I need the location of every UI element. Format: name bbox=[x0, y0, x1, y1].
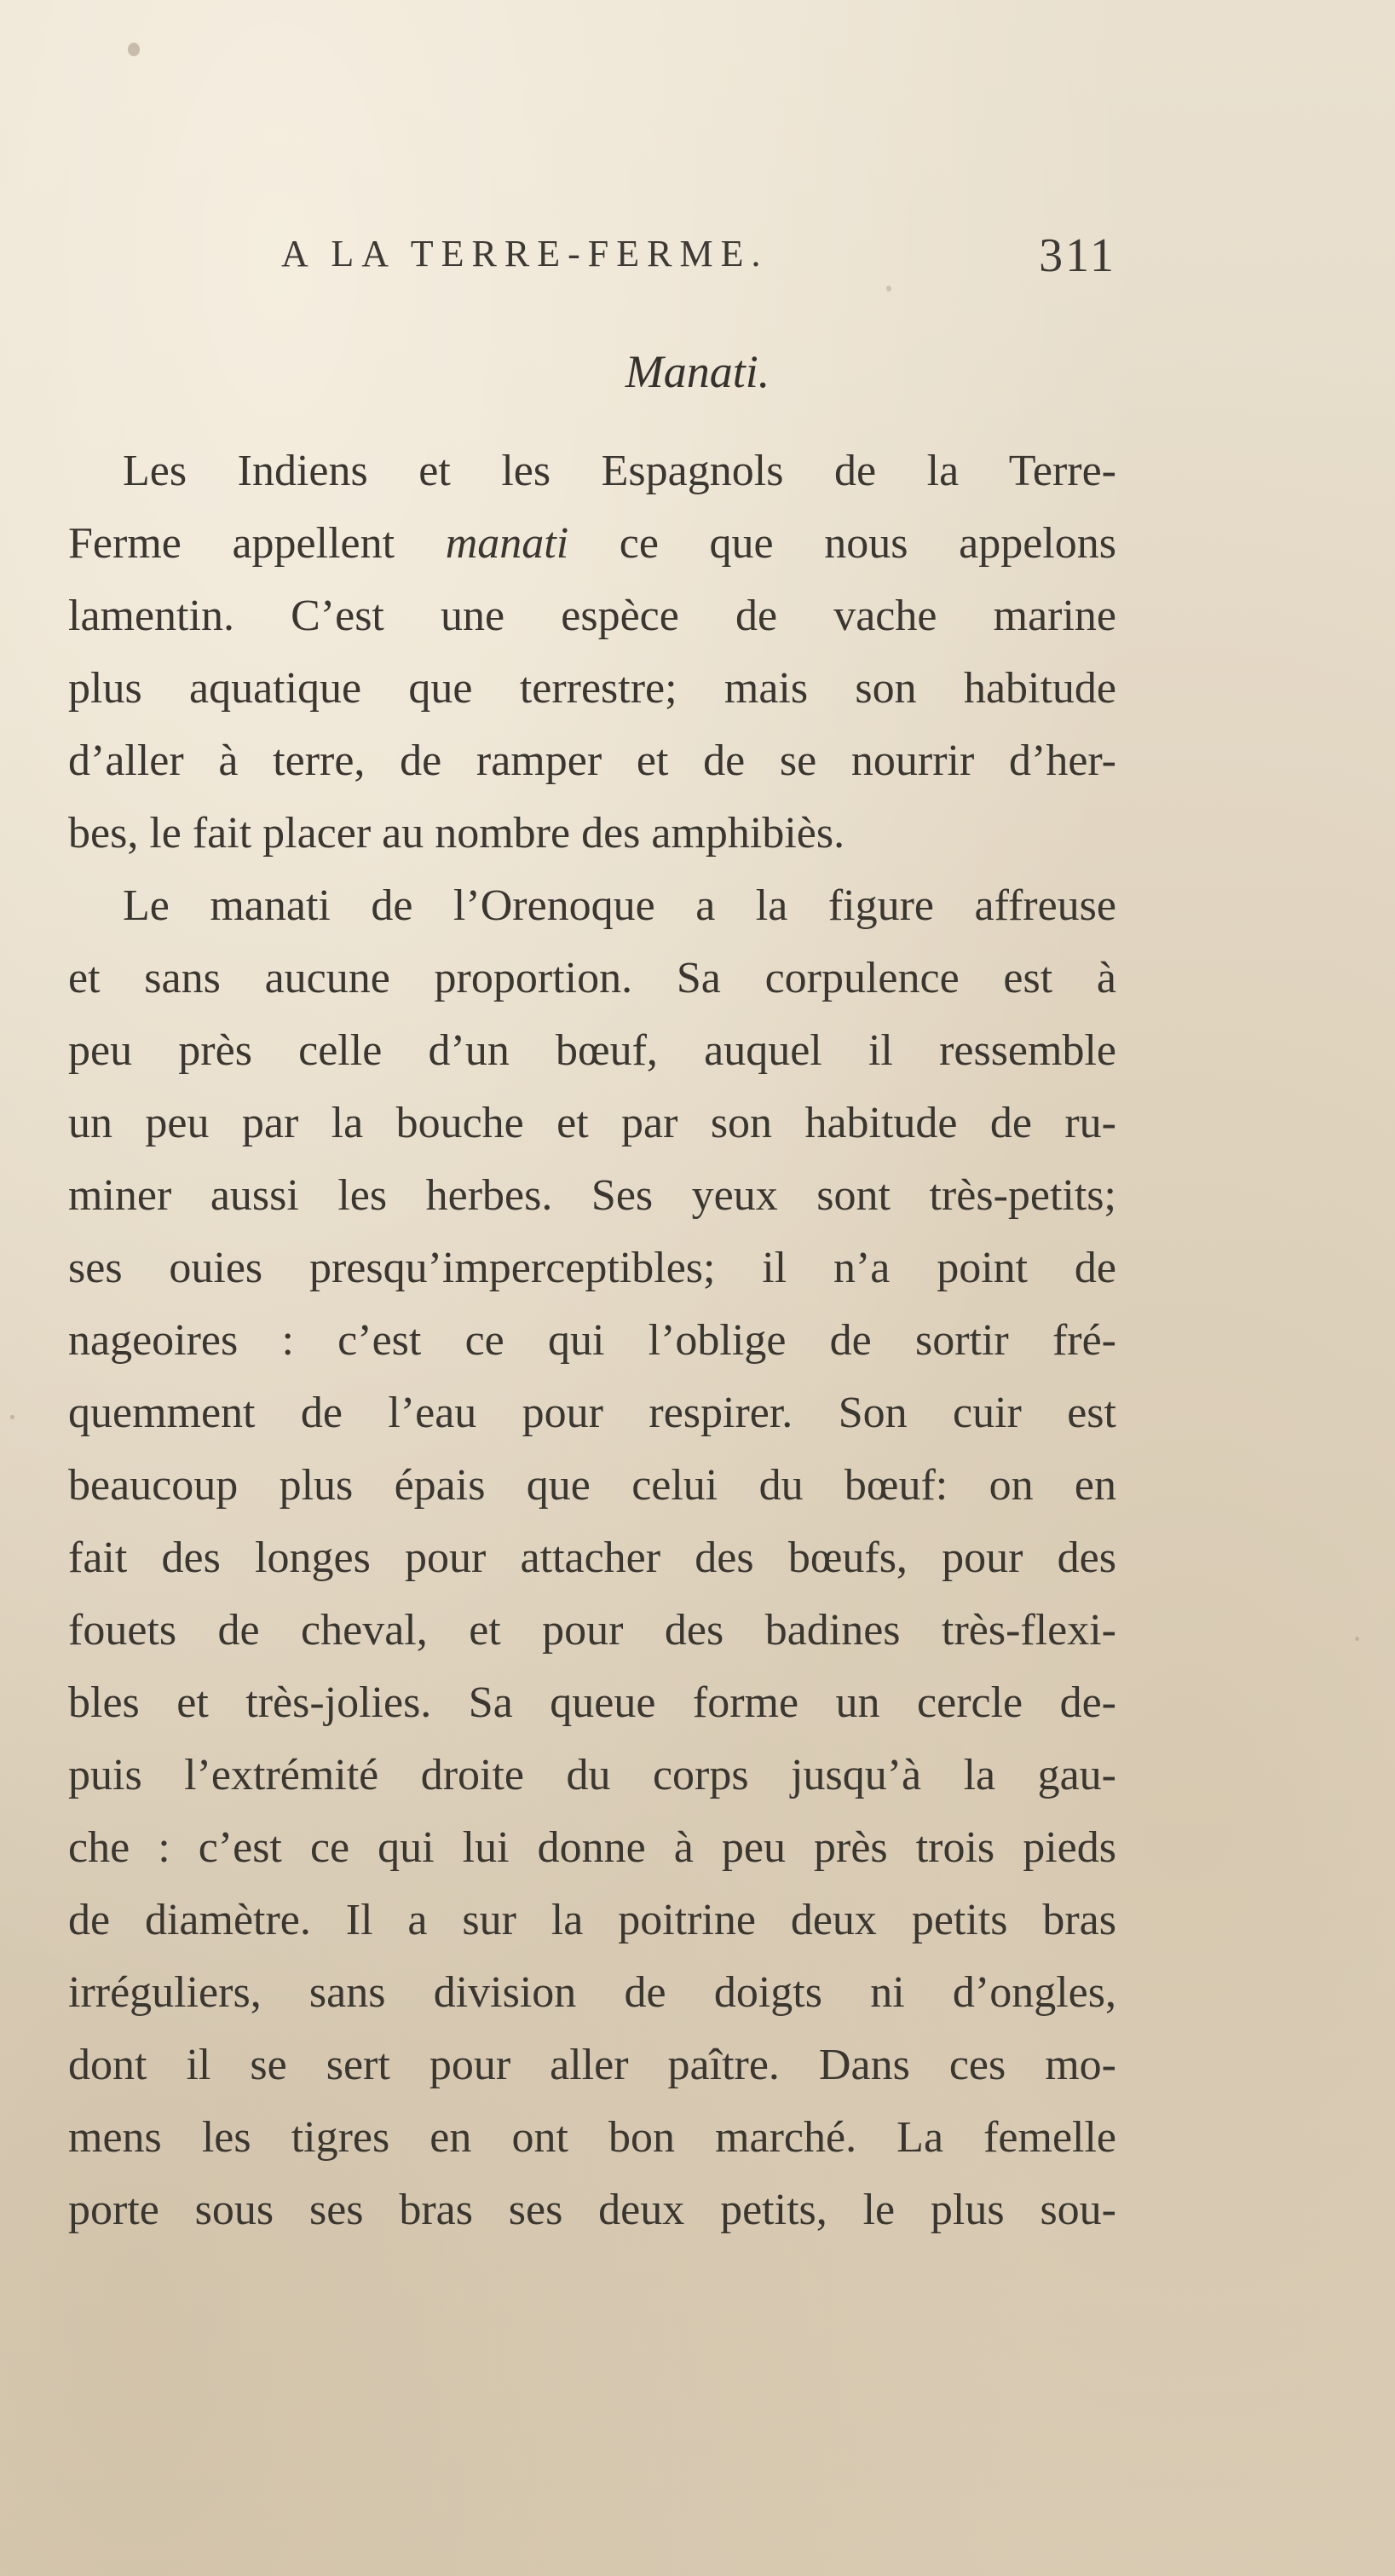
italic-term: manati bbox=[445, 519, 569, 568]
text-line: che : c’est ce qui lui donne à peu près trois pieds bbox=[68, 1823, 1116, 1872]
text-line: Ferme appellent manati ce que nous appelons bbox=[68, 519, 1116, 568]
text-line: fouets de cheval, et pour des badines très-flexi- bbox=[68, 1606, 1116, 1655]
section-title: Manati. bbox=[625, 346, 770, 397]
running-head-title: A LA TERRE-FERME. bbox=[281, 233, 769, 274]
text-line: fait des longes pour attacher des bœufs, pour des bbox=[68, 1533, 1116, 1582]
body-text bbox=[68, 435, 1116, 2246]
text-line: miner aussi les herbes. Ses yeux sont très-petits; bbox=[68, 1171, 1116, 1220]
text-line: plus aquatique que terrestre; mais son habitude bbox=[68, 664, 1116, 713]
text-line: Les Indiens et les Espagnols de la Terre- bbox=[123, 447, 1116, 495]
ink-spot bbox=[1355, 1637, 1359, 1641]
ink-spot bbox=[128, 43, 140, 56]
text-line: et sans aucune proportion. Sa corpulence est à bbox=[68, 954, 1116, 1002]
text-line: mens les tigres en ont bon marché. La femelle bbox=[68, 2113, 1116, 2162]
text-line: de diamètre. Il a sur la poitrine deux petits bras bbox=[68, 1896, 1116, 1944]
text-line: porte sous ses bras ses deux petits, le plus sou- bbox=[68, 2186, 1116, 2234]
page-number: 311 bbox=[1039, 229, 1116, 282]
text-line: Le manati de l’Orenoque a la figure affreuse bbox=[123, 881, 1116, 930]
ink-spot bbox=[10, 1415, 14, 1419]
text-line: beaucoup plus épais que celui du bœuf: on en bbox=[68, 1461, 1116, 1510]
text-line: nageoires : c’est ce qui l’oblige de sortir fré- bbox=[68, 1316, 1116, 1365]
text-line: bles et très-jolies. Sa queue forme un cercle de- bbox=[68, 1678, 1116, 1727]
text-line: peu près celle d’un bœuf, auquel il ressemble bbox=[68, 1026, 1116, 1075]
text-line: dont il se sert pour aller paître. Dans ces mo- bbox=[68, 2041, 1116, 2089]
text-line: quemment de l’eau pour respirer. Son cuir est bbox=[68, 1389, 1116, 1437]
text-line: lamentin. C’est une espèce de vache marine bbox=[68, 592, 1116, 640]
text-line: bes, le fait placer au nombre des amphibiès. bbox=[68, 809, 845, 858]
text-line: ses ouies presqu’imperceptibles; il n’a point de bbox=[68, 1244, 1116, 1292]
text-line: irréguliers, sans division de doigts ni d’ongles, bbox=[68, 1968, 1116, 2017]
text-line: un peu par la bouche et par son habitude de ru- bbox=[68, 1099, 1116, 1147]
text-line: puis l’extrémité droite du corps jusqu’à la gau- bbox=[68, 1751, 1116, 1799]
text-line: d’aller à terre, de ramper et de se nourrir d’her- bbox=[68, 736, 1116, 785]
running-head bbox=[281, 228, 1116, 288]
